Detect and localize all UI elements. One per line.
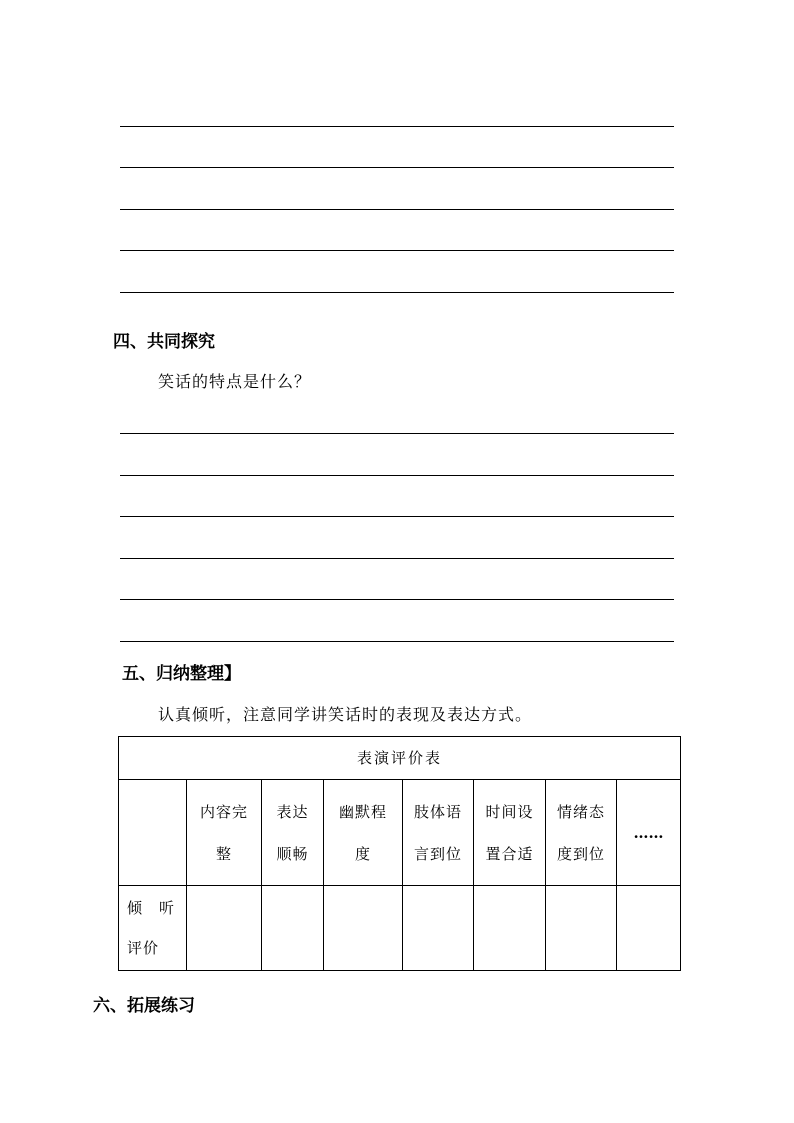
answer-line — [120, 433, 674, 434]
rating-cell[interactable] — [187, 886, 262, 971]
table-title-cell — [119, 737, 681, 780]
column-header-line: 整 — [215, 844, 232, 863]
answer-line — [120, 475, 674, 476]
row-label-cell — [119, 886, 187, 971]
section-6-heading: 六、拓展练习 — [93, 996, 195, 1016]
answer-line — [120, 209, 674, 210]
column-header-cell — [324, 780, 403, 886]
section-4-heading: 四、共同探究 — [113, 332, 215, 352]
rating-cell[interactable] — [262, 886, 324, 971]
column-header-line: 言到位 — [413, 844, 462, 863]
column-header-line: 置合适 — [485, 844, 534, 863]
column-header-line: 度 — [354, 844, 371, 863]
answer-line — [120, 558, 674, 559]
section-5-instruction: 认真倾听，注意同学讲笑话时的表现及表达方式。 — [158, 705, 533, 724]
section-4-question: 笑话的特点是什么？ — [158, 372, 312, 391]
header-corner-cell — [119, 780, 187, 886]
answer-line — [120, 292, 674, 293]
column-header-cell — [546, 780, 617, 886]
column-header-line: 幽默程 — [338, 802, 387, 821]
answer-line — [120, 250, 674, 251]
answer-line — [120, 126, 674, 127]
column-header-cell — [617, 780, 681, 886]
answer-line — [120, 516, 674, 517]
rating-cell[interactable] — [324, 886, 403, 971]
row-label-line: 倾 听 — [127, 899, 176, 917]
column-header-cell — [474, 780, 546, 886]
column-header-line: 表达 — [276, 802, 309, 821]
column-header-cell — [187, 780, 262, 886]
column-header-line: 时间设 — [485, 802, 534, 821]
column-header-cell — [262, 780, 324, 886]
column-header-line: 顺畅 — [276, 844, 309, 863]
rating-cell[interactable] — [403, 886, 474, 971]
table-title: 表演评价表 — [357, 749, 443, 767]
answer-line — [120, 599, 674, 600]
rating-cell[interactable] — [474, 886, 546, 971]
answer-line — [120, 167, 674, 168]
rating-cell[interactable] — [617, 886, 681, 971]
column-header-line: 度到位 — [556, 844, 605, 863]
answer-line — [120, 641, 674, 642]
column-header-line: 情绪态 — [556, 802, 605, 821]
row-label-line: 评价 — [127, 939, 160, 957]
section-5-heading: 五、归纳整理】 — [122, 664, 241, 684]
evaluation-table — [118, 736, 681, 971]
column-header-ellipsis: …… — [633, 823, 664, 842]
column-header-line: 肢体语 — [413, 802, 462, 821]
column-header-line: 内容完 — [199, 802, 248, 821]
rating-cell[interactable] — [546, 886, 617, 971]
column-header-cell — [403, 780, 474, 886]
